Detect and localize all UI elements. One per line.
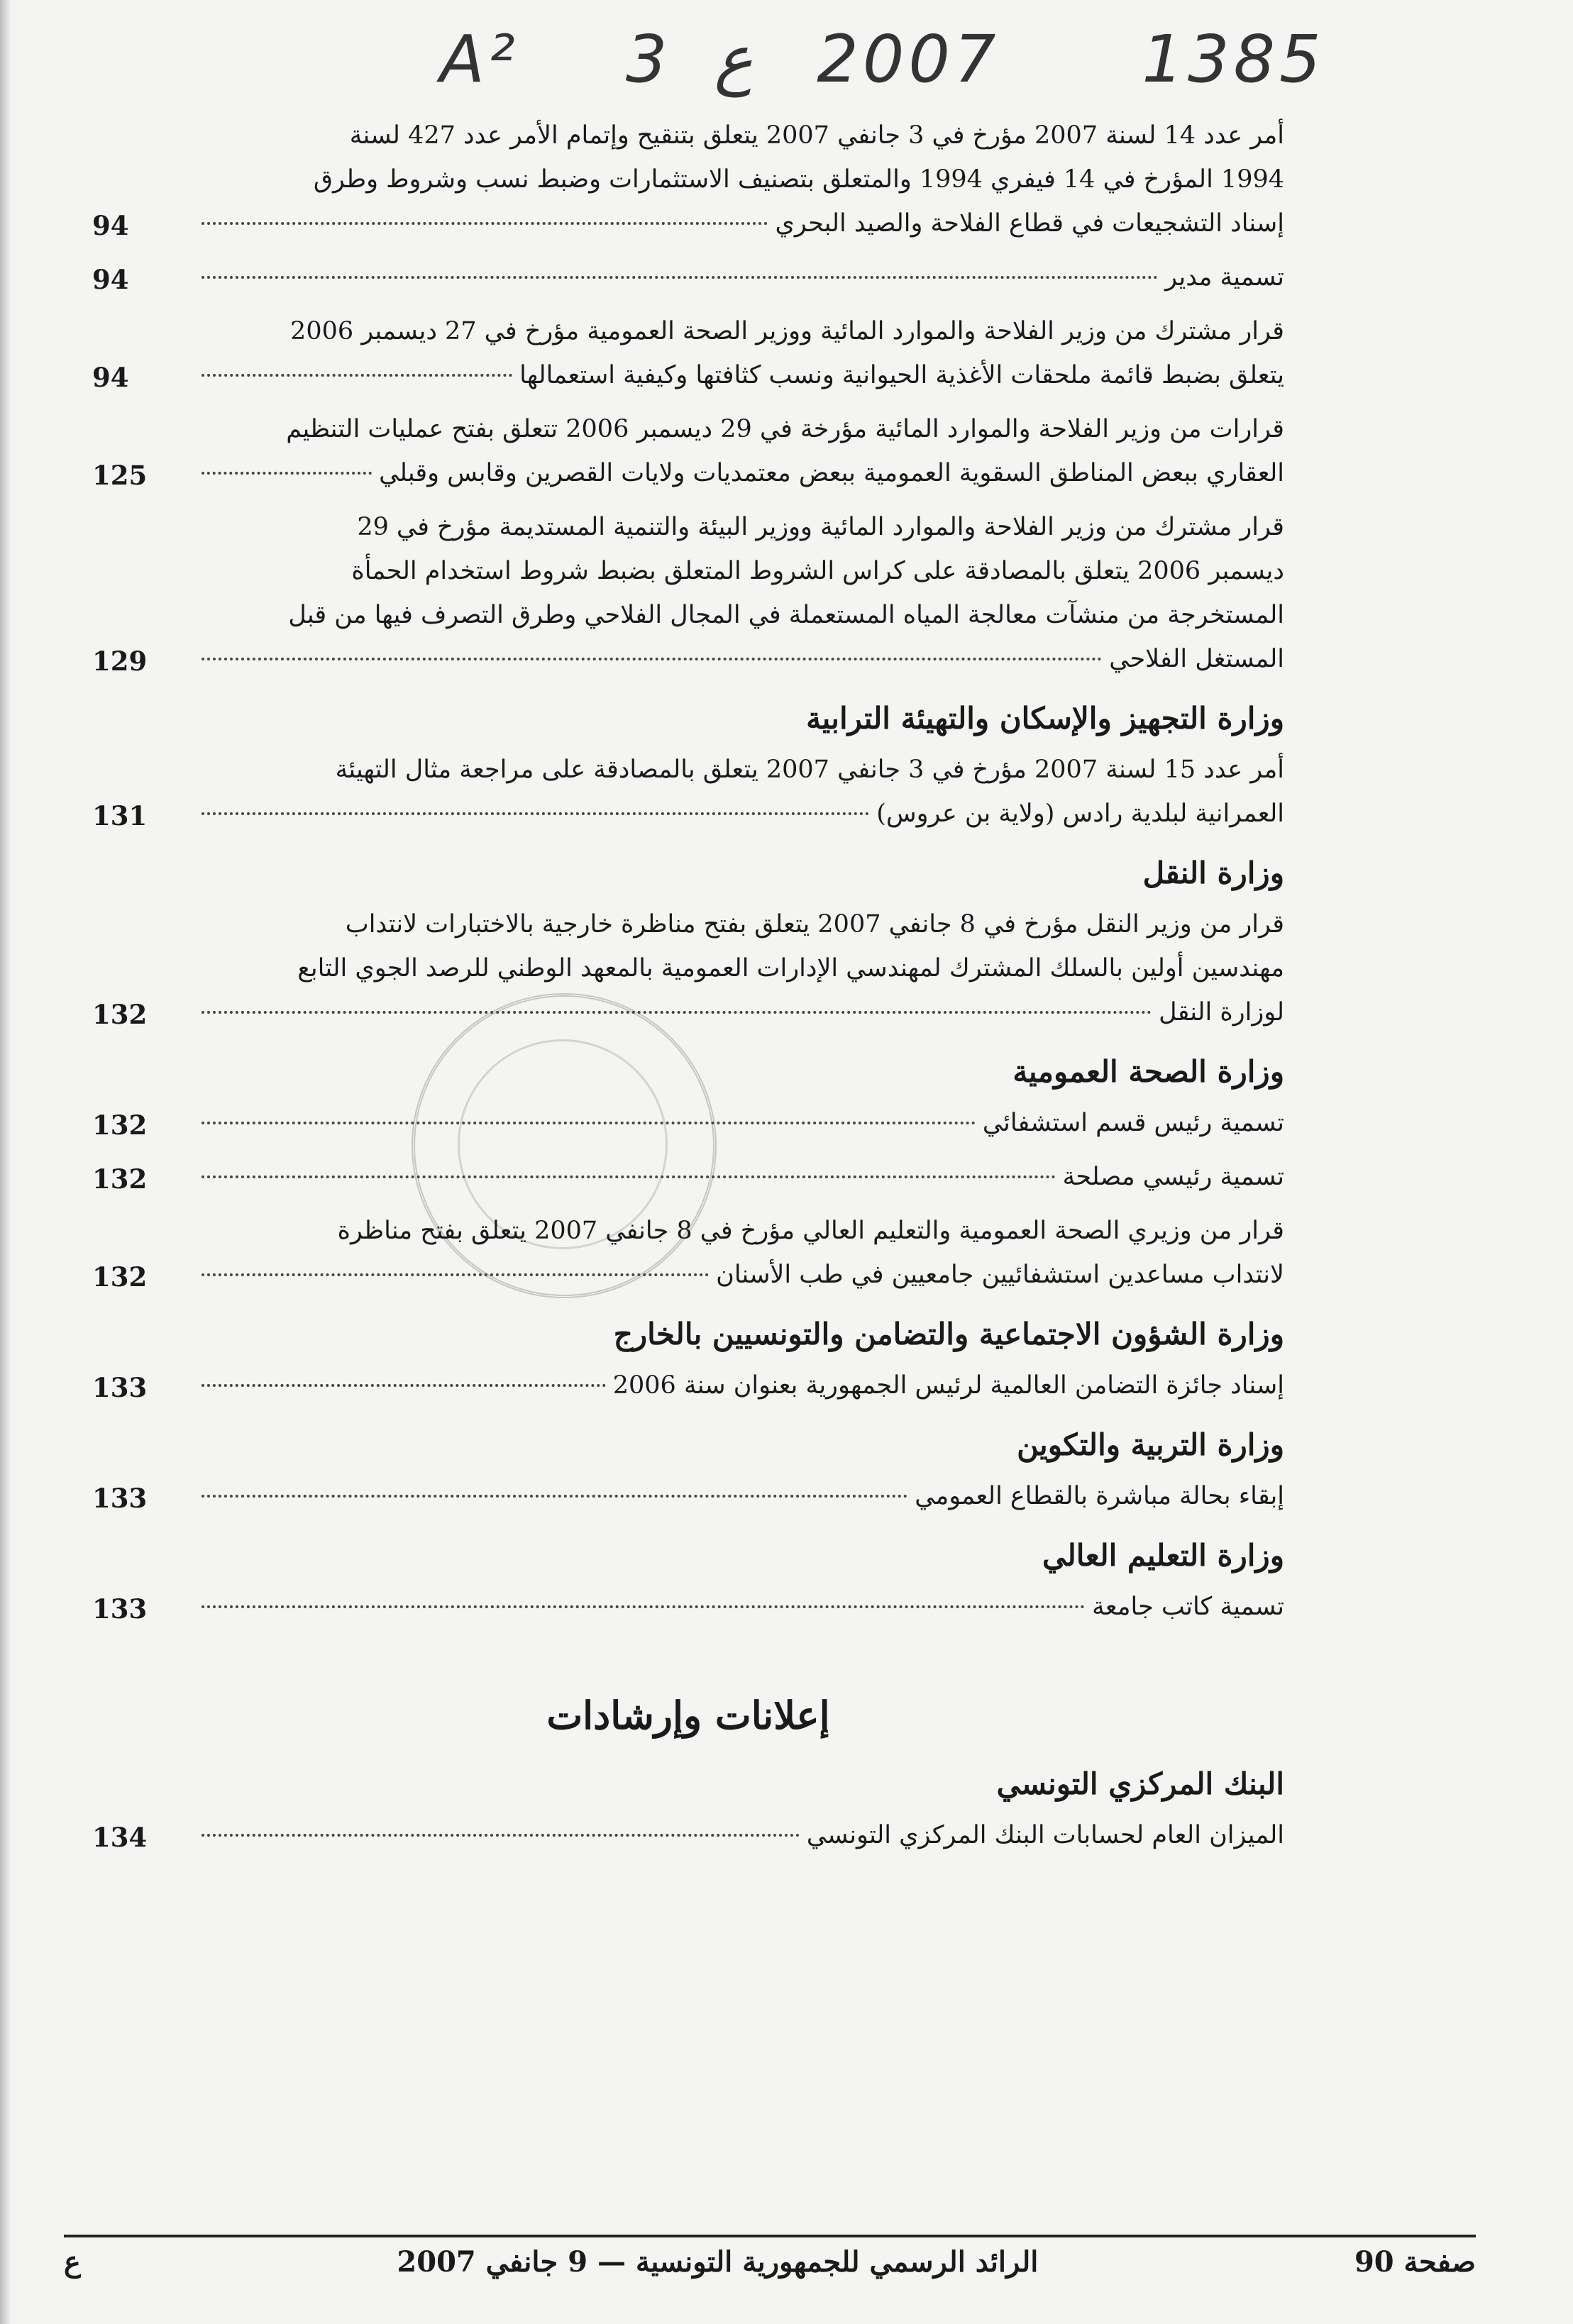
- dot-leader: [202, 1834, 800, 1837]
- toc-entry-final-line: [192, 637, 1284, 681]
- toc-entry-title-end: المستغل الفلاحي: [1109, 645, 1284, 673]
- toc-entry: [92, 748, 1284, 836]
- announcements-heading: إعلانات وإرشادات: [546, 1693, 830, 1738]
- dot-leader: [202, 1122, 976, 1124]
- toc-entry: [92, 1209, 1284, 1297]
- toc-entry: [92, 1101, 1284, 1145]
- hw-letter: ع: [714, 21, 754, 97]
- scan-edge: [0, 0, 11, 2324]
- toc-entry: [92, 1474, 1284, 1518]
- toc-entry-title-end: تسمية رئيس قسم استشفائي: [982, 1109, 1284, 1137]
- footer-rule: [64, 2235, 1476, 2237]
- page-number: 134: [92, 1822, 148, 1853]
- toc-entry-final-line: [192, 201, 1284, 245]
- toc-entry-text: [192, 1155, 1284, 1199]
- page-number: 133: [92, 1483, 148, 1514]
- toc-entry-final-line: [192, 990, 1284, 1034]
- toc-entry-text: [192, 748, 1284, 836]
- ministry-heading: وزارة الشؤون الاجتماعية والتضامن والتونسيين بالخارج: [613, 1317, 1284, 1351]
- ministry-heading: البنك المركزي التونسي: [996, 1766, 1284, 1801]
- ministry-heading: وزارة التربية والتكوين: [1017, 1427, 1284, 1462]
- toc-entry-text: [192, 1585, 1284, 1629]
- toc-entry: [92, 902, 1284, 1034]
- toc-entry-title-end: تسمية رئيسي مصلحة: [1062, 1163, 1284, 1191]
- ministry-heading: وزارة النقل: [1142, 856, 1284, 890]
- page-footer: [64, 2245, 1476, 2279]
- dot-leader: [202, 1011, 1152, 1014]
- toc-entry: [92, 255, 1284, 299]
- ministry-heading: وزارة الصحة العمومية: [1012, 1054, 1284, 1089]
- toc-entry-line: 1994 المؤرخ في 14 فيفري 1994 والمتعلق بتصنيف الاستثمارات وضبط نسب وشروط وطرق: [313, 165, 1284, 194]
- dot-leader: [202, 1273, 709, 1276]
- toc-entry: [92, 1155, 1284, 1199]
- toc-entry-final-line: [192, 1585, 1284, 1629]
- toc-entry-title-end: العمرانية لبلدية رادس (ولاية بن عروس): [876, 799, 1284, 828]
- toc-entry-final-line: [192, 451, 1284, 495]
- footer-journal-title: الرائد الرسمي للجمهورية التونسية — 9 جانفي 2007: [397, 2245, 1039, 2279]
- toc-entry-text: [192, 1363, 1284, 1407]
- toc-entry-final-line: [192, 1253, 1284, 1297]
- toc-entry-title-end: لانتداب مساعدين استشفائيين جامعيين في طب الأسنان: [716, 1261, 1284, 1289]
- dot-leader: [202, 472, 372, 475]
- toc-entry: [92, 505, 1284, 681]
- toc-entry-text: [192, 505, 1284, 681]
- page-number: 131: [92, 800, 148, 831]
- toc-entry-line: قرار مشترك من وزير الفلاحة والموارد المائية ووزير الصحة العمومية مؤرخ في 27 ديسمبر 2006: [290, 317, 1284, 345]
- page-number: 125: [92, 460, 148, 491]
- toc-entry-final-line: [192, 255, 1284, 299]
- toc-entry-line: قرار مشترك من وزير الفلاحة والموارد المائية ووزير البيئة والتنمية المستديمة مؤرخ في 29: [357, 513, 1284, 541]
- page-number: 132: [92, 1163, 148, 1195]
- toc-entry-title-end: الميزان العام لحسابات البنك المركزي التونسي: [806, 1821, 1284, 1849]
- page-number: 94: [92, 362, 129, 393]
- toc-entry-final-line: [192, 1155, 1284, 1199]
- hw-number: 3: [625, 21, 672, 97]
- toc-entry-title-end: تسمية كاتب جامعة: [1092, 1593, 1284, 1621]
- toc-entry-text: [192, 114, 1284, 245]
- page-number: 133: [92, 1372, 148, 1403]
- hw-ref: A²: [440, 21, 519, 97]
- toc-entry: [92, 114, 1284, 245]
- page-number: 94: [92, 210, 129, 241]
- toc-entry-final-line: [192, 1474, 1284, 1518]
- toc-entry-title-end: إسناد جائزة التضامن العالمية لرئيس الجمهورية بعنوان سنة 2006: [612, 1371, 1284, 1400]
- toc-entry-line: قرار من وزير النقل مؤرخ في 8 جانفي 2007 يتعلق بفتح مناظرة خارجية بالاختبارات لانتداب: [345, 910, 1284, 939]
- toc-entry-final-line: [192, 1813, 1284, 1857]
- toc-entry-line: المستخرجة من منشآت معالجة المياه المستعملة في المجال الفلاحي وطرق التصرف فيها من قبل: [288, 601, 1284, 629]
- toc-entry-final-line: [192, 792, 1284, 836]
- dot-leader: [202, 1384, 606, 1387]
- dot-leader: [202, 276, 1158, 279]
- dot-leader: [202, 1175, 1056, 1178]
- page-number: 94: [92, 264, 129, 295]
- toc-entry: [92, 309, 1284, 397]
- hw-code: 1385: [1142, 21, 1325, 97]
- dot-leader: [202, 1605, 1085, 1608]
- footer-page-label: صفحة 90: [1354, 2245, 1476, 2279]
- toc-entry-line: قرار من وزيري الصحة العمومية والتعليم العالي مؤرخ في 8 جانفي 2007 يتعلق بفتح مناظرة: [337, 1217, 1284, 1245]
- toc-entry: [92, 407, 1284, 495]
- toc-entry-text: [192, 1101, 1284, 1145]
- toc-entry-title-end: لوزارة النقل: [1159, 998, 1284, 1027]
- toc-entry-text: [192, 1474, 1284, 1518]
- page-number: 132: [92, 1110, 148, 1141]
- ministry-heading: وزارة التعليم العالي: [1042, 1538, 1284, 1573]
- toc-entry-text: [192, 255, 1284, 299]
- toc-entry-line: أمر عدد 14 لسنة 2007 مؤرخ في 3 جانفي 2007 يتعلق بتنقيح وإتمام الأمر عدد 427 لسنة: [349, 121, 1284, 150]
- toc-entry: [92, 1585, 1284, 1629]
- toc-entry: [92, 1813, 1284, 1857]
- dot-leader: [202, 658, 1102, 660]
- dot-leader: [202, 374, 512, 377]
- dot-leader: [202, 1495, 907, 1498]
- toc-entry-line: ديسمبر 2006 يتعلق بالمصادقة على كراس الشروط المتعلق بضبط شروط استخدام الحمأة: [351, 557, 1284, 585]
- toc-entry-final-line: [192, 1101, 1284, 1145]
- toc-entry-line: قرارات من وزير الفلاحة والموارد المائية مؤرخة في 29 ديسمبر 2006 تتعلق بفتح عمليات التنظيم: [286, 415, 1284, 443]
- toc-entry-line: أمر عدد 15 لسنة 2007 مؤرخ في 3 جانفي 2007 يتعلق بالمصادقة على مراجعة مثال التهيئة: [335, 756, 1284, 784]
- dot-leader: [202, 812, 869, 815]
- toc-entry-title-end: تسمية مدير: [1165, 263, 1284, 292]
- toc-entry-title-end: العقاري ببعض المناطق السقوية العمومية ببعض معتمديات ولايات القصرين وقابس وقبلي: [379, 459, 1284, 487]
- toc-entry-text: [192, 407, 1284, 495]
- toc-entry-title-end: إبقاء بحالة مباشرة بالقطاع العمومي: [915, 1482, 1284, 1510]
- toc-entry-final-line: [192, 353, 1284, 397]
- toc-entry-final-line: [192, 1363, 1284, 1407]
- toc-entry-text: [192, 902, 1284, 1034]
- ministry-heading: وزارة التجهيز والإسكان والتهيئة الترابية: [806, 701, 1284, 736]
- toc-entry-title-end: يتعلق بضبط قائمة ملحقات الأغذية الحيوانية ونسب كثافتها وكيفية استعمالها: [519, 361, 1284, 389]
- toc-entry-text: [192, 309, 1284, 397]
- page-number: 133: [92, 1593, 148, 1625]
- footer-edge-letter: ع: [64, 2245, 81, 2279]
- table-of-contents: [92, 114, 1284, 1867]
- toc-entry-line: مهندسين أولين بالسلك المشترك لمهندسي الإدارات العمومية بالمعهد الوطني للرصد الجوي التابع: [297, 954, 1284, 983]
- toc-entry: [92, 1363, 1284, 1407]
- toc-entry-title-end: إسناد التشجيعات في قطاع الفلاحة والصيد البحري: [775, 209, 1284, 238]
- dot-leader: [202, 222, 768, 225]
- toc-entry-text: [192, 1209, 1284, 1297]
- handwritten-annotation: [440, 21, 1433, 97]
- hw-year: 2007: [817, 21, 1000, 97]
- page-number: 132: [92, 1261, 148, 1293]
- toc-entry-text: [192, 1813, 1284, 1857]
- page-number: 129: [92, 646, 148, 677]
- page-number: 132: [92, 999, 148, 1030]
